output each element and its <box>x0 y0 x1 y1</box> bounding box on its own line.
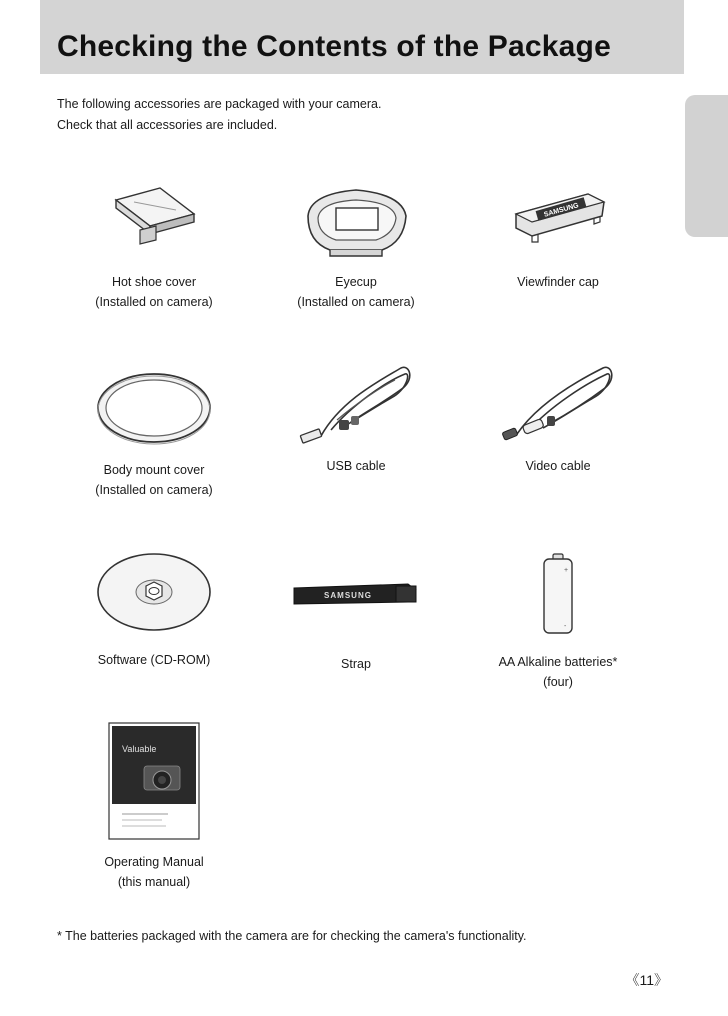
item-video-cable <box>448 360 668 476</box>
item-note: (Installed on camera) <box>95 483 213 497</box>
item-label: Operating Manual <box>104 855 204 869</box>
manual-cover-title: Valuable <box>122 744 157 754</box>
body-mount-cover-icon <box>94 370 214 446</box>
item-label: Strap <box>341 657 371 671</box>
usb-cable-icon <box>291 360 421 446</box>
cd-rom-icon <box>94 550 214 636</box>
strap-imprint: SAMSUNG <box>324 591 372 600</box>
battery-footnote: * The batteries packaged with the camera are for checking the camera's functionality. <box>57 929 527 943</box>
item-label: Viewfinder cap <box>517 275 599 289</box>
page-title: Checking the Contents of the Package <box>57 30 611 63</box>
intro-text <box>57 94 381 136</box>
item-aa-batteries <box>448 552 668 692</box>
section-tab <box>685 95 728 237</box>
item-note: (Installed on camera) <box>95 295 213 309</box>
item-label: Eyecup <box>335 275 377 289</box>
viewfinder-cap-icon <box>498 180 618 266</box>
item-note: (four) <box>543 675 573 689</box>
svg-text:+: + <box>564 567 569 574</box>
item-cd-rom <box>44 550 264 670</box>
item-label: Software (CD-ROM) <box>97 653 211 667</box>
strap-icon <box>286 570 426 620</box>
item-eyecup <box>246 180 466 312</box>
page-number: 《11》 <box>625 972 668 988</box>
item-label: Video cable <box>525 459 591 473</box>
item-label: AA Alkaline batteries* <box>498 655 618 669</box>
video-cable-icon <box>493 360 623 446</box>
aa-battery-icon <box>538 552 578 636</box>
item-hot-shoe-cover <box>44 180 264 312</box>
item-label: Hot shoe cover <box>111 275 197 289</box>
intro-line-2: Check that all accessories are included. <box>57 118 278 132</box>
item-viewfinder-cap <box>448 180 668 292</box>
eyecup-icon <box>296 180 416 266</box>
item-label: Body mount cover <box>103 463 205 477</box>
item-strap <box>246 570 466 674</box>
item-note: (Installed on camera) <box>297 295 415 309</box>
item-label: USB cable <box>326 459 386 473</box>
viewfinder-cap-imprint: SAMSUNG <box>543 202 580 219</box>
svg-text:-: - <box>564 623 567 630</box>
item-body-mount-cover <box>44 370 264 500</box>
hot-shoe-cover-icon <box>94 180 214 266</box>
item-operating-manual <box>44 722 264 892</box>
item-usb-cable <box>246 360 466 476</box>
intro-line-1: The following accessories are packaged with your camera. <box>57 97 382 111</box>
operating-manual-icon <box>108 722 200 840</box>
item-note: (this manual) <box>117 875 191 889</box>
